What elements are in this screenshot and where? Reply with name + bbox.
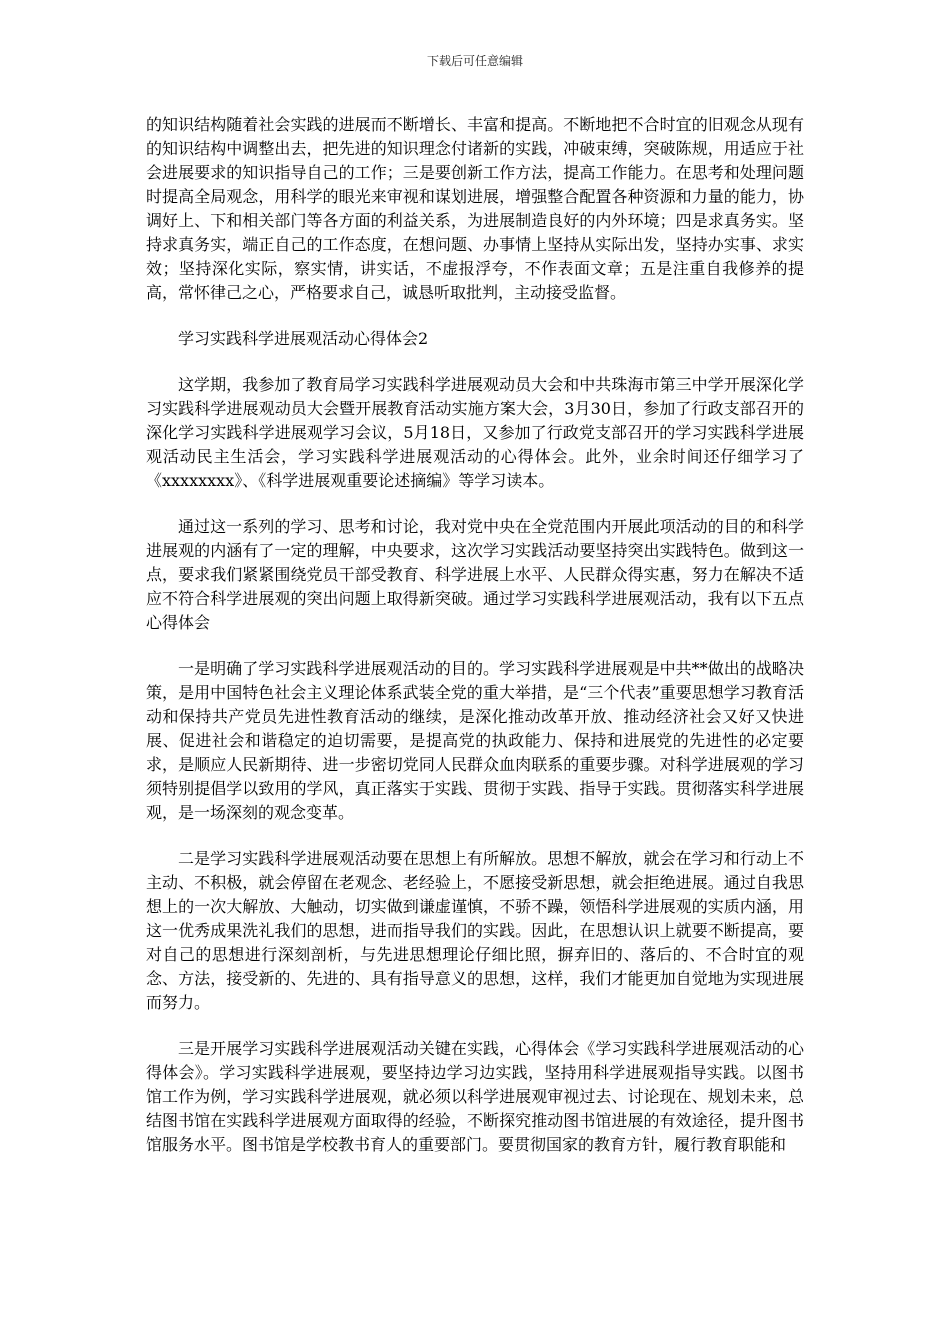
paragraph-continuation: 的知识结构随着社会实践的进展而不断增长、丰富和提高。不断地把不合时宜的旧观念从现有的知识结构中调整出去，把先进的知识理念付诸新的实践，冲破束缚，突破陈规，用适应于社会进展要求的知识指导自己的工作；三是要创新工作方法，提高工作能力。在思考和处理问题时提高全局观念，用科学的眼光来审视和谋划进展，增强整合配置各种资源和力量的能力，协调好上、下和相关部门等各方面的利益关系，为进展制造良好的内外环境；四是求真务实。坚持求真务实，端正自己的工作态度，在想问题、办事情上坚持从实际出发，坚持办实事、求实效；坚持深化实际，察实情，讲实话，不虚报浮夸，不作表面文章；五是注重自我修养的提高，常怀律己之心，严格要求自己，诚恳听取批判，主动接受监督。: [146, 115, 804, 302]
section-heading: 学习实践科学进展观活动心得体会2: [178, 329, 429, 348]
page-header: 下载后可任意编辑: [426, 54, 523, 68]
document-body: [146, 113, 804, 1179]
paragraph: 二是学习实践科学进展观活动要在思想上有所解放。思想不解放，就会在学习和行动上不主动、不积极，就会停留在老观念、老经验上，不愿接受新思想，就会拒绝进展。通过自我思想上的一次大解放、大触动，切实做到谦虚谨慎，不骄不躁，领悟科学进展观的实质内涵，用这一优秀成果洗礼我们的思想，进而指导我们的实践。因此，在思想认识上就要不断提高，要对自己的思想进行深刻剖析，与先进思想理论仔细比照，摒弃旧的、落后的、不合时宜的观念、方法，接受新的、先进的、具有指导意义的思想，这样，我们才能更加自觉地为实现进展而努力。: [146, 849, 804, 1012]
paragraph: 三是开展学习实践科学进展观活动关键在实践，心得体会《学习实践科学进展观活动的心得体会》。学习实践科学进展观，要坚持边学习边实践，坚持用科学进展观指导实践。以图书馆工作为例，学习实践科学进展观，就必须以科学进展观审视过去、讨论现在、规划未来，总结图书馆在实践科学进展观方面取得的经验，不断探究推动图书馆进展的有效途径，提升图书馆服务水平。图书馆是学校教书育人的重要部门。要贯彻国家的教育方针，履行教育职能和: [146, 1039, 804, 1154]
paragraph: 一是明确了学习实践科学进展观活动的目的。学习实践科学进展观是中共**做出的战略决策，是用中国特色社会主义理论体系武装全党的重大举措，是“三个代表”重要思想学习教育活动和保持共产党员先进性教育活动的继续，是深化推动改革开放、推动经济社会又好又快进展、促进社会和谐稳定的迫切需要，是提高党的执政能力、保持和进展党的先进性的必定要求，是顺应人民新期待、进一步密切党同人民群众血肉联系的重要步骤。对科学进展观的学习须特别提倡学以致用的学风，真正落实于实践、贯彻于实践、指导于实践。贯彻落实科学进展观，是一场深刻的观念变革。: [146, 659, 804, 822]
paragraph: 这学期，我参加了教育局学习实践科学进展观动员大会和中共珠海市第三中学开展深化学习实践科学进展观动员大会暨开展教育活动实施方案大会，3月30日，参加了行政支部召开的深化学习实践科学进展观学习会议，5月18日，又参加了行政党支部召开的学习实践科学进展观活动民主生活会，学习实践科学进展观活动的心得体会。此外，业余时间还仔细学习了《xxxxxxxx》、《科学进展观重要论述摘编》等学习读本。: [146, 375, 804, 490]
paragraph: 通过这一系列的学习、思考和讨论，我对党中央在全党范围内开展此项活动的目的和科学进展观的内涵有了一定的理解，中央要求，这次学习实践活动要坚持突出实践特色。做到这一点，要求我们紧紧围绕党员干部受教育、科学进展上水平、人民群众得实惠，努力在解决不适应不符合科学进展观的突出问题上取得新突破。通过学习实践科学进展观活动，我有以下五点心得体会: [146, 517, 804, 632]
